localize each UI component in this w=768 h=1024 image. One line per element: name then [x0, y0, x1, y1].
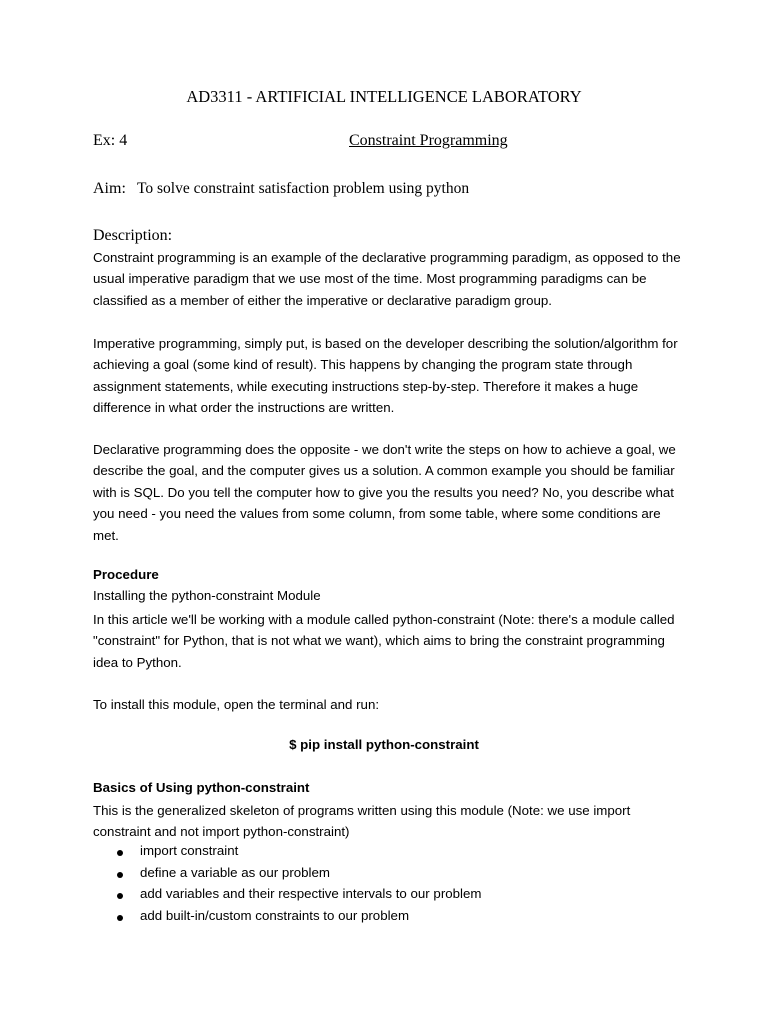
- paragraph-line: To install this module, open the terminal and run:: [93, 697, 380, 712]
- bullet-icon: [117, 915, 123, 921]
- paragraph-line: In this article we'll be working with a module called python-constraint (Note: there's a module called: [93, 612, 675, 627]
- description-paragraph-3: [93, 439, 683, 546]
- install-instruction: [93, 694, 683, 715]
- list-item: [0, 865, 768, 886]
- paragraph-line: difference in what order the instructions are written.: [93, 400, 395, 416]
- paragraph-line: describe the goal, and the computer gives us a solution. A common example you should be familiar: [93, 463, 675, 479]
- paragraph-line: Imperative programming, simply put, is based on the developer describing the solution/algorithm for: [93, 336, 678, 351]
- list-item-text: import constraint: [140, 843, 239, 858]
- list-item-text: add variables and their respective intervals to our problem: [140, 886, 482, 901]
- list-item: [0, 908, 768, 929]
- paragraph-line: constraint and not import python-constraint): [93, 824, 350, 840]
- paragraph-line: Constraint programming is an example of the declarative programming paradigm, as opposed to the: [93, 250, 681, 265]
- paragraph-line: usual imperative paradigm that we use most of the time. Most programming paradigms can be: [93, 271, 647, 287]
- bullet-icon: [117, 850, 123, 856]
- exercise-title: Constraint Programming: [349, 132, 508, 149]
- exercise-number: Ex: 4: [93, 132, 128, 149]
- paragraph-line: classified as a member of either the imperative or declarative paradigm group.: [93, 292, 552, 308]
- paragraph-line: Declarative programming does the opposite - we don't write the steps on how to achieve a goal, we: [93, 442, 676, 457]
- list-item-text: add built-in/custom constraints to our problem: [140, 907, 410, 923]
- bullet-icon: [117, 872, 123, 878]
- description-heading: Description:: [93, 227, 173, 244]
- description-paragraph-1: [93, 247, 683, 311]
- paragraph-line: with is SQL. Do you tell the computer how to give you the results you need? No, you describe what: [93, 484, 674, 500]
- paragraph-line: you need - you need the values from some column, from some table, where some conditions are: [93, 506, 661, 522]
- basics-heading: Basics of Using python-constraint: [93, 780, 310, 795]
- install-command: $ pip install python-constraint: [289, 737, 479, 752]
- install-paragraph: [93, 609, 683, 673]
- paragraph-line: assignment statements, while executing instructions step-by-step. Therefore it makes a huge: [93, 378, 639, 394]
- list-item-text: define a variable as our problem: [140, 864, 330, 880]
- paragraph-line: idea to Python.: [93, 654, 182, 670]
- aim-text: To solve constraint satisfaction problem using python: [137, 180, 470, 197]
- document-title: AD3311 - ARTIFICIAL INTELLIGENCE LABORATORY: [186, 87, 582, 106]
- paragraph-line: met.: [93, 527, 119, 543]
- procedure-heading: Procedure: [93, 567, 159, 582]
- list-item: [0, 843, 768, 864]
- basics-paragraph: [93, 800, 683, 843]
- list-item: [0, 886, 768, 907]
- paragraph-line: "constraint" for Python, that is not what we want), which aims to bring the constraint programming: [93, 633, 665, 649]
- paragraph-line: achieving a goal (some kind of result). This happens by changing the program state through: [93, 357, 633, 373]
- bullet-icon: [117, 893, 123, 899]
- install-subheading: Installing the python-constraint Module: [93, 588, 321, 603]
- aim-label: Aim:: [93, 180, 126, 197]
- description-paragraph-2: [93, 333, 683, 419]
- paragraph-line: This is the generalized skeleton of programs written using this module (Note: we use import: [93, 803, 631, 818]
